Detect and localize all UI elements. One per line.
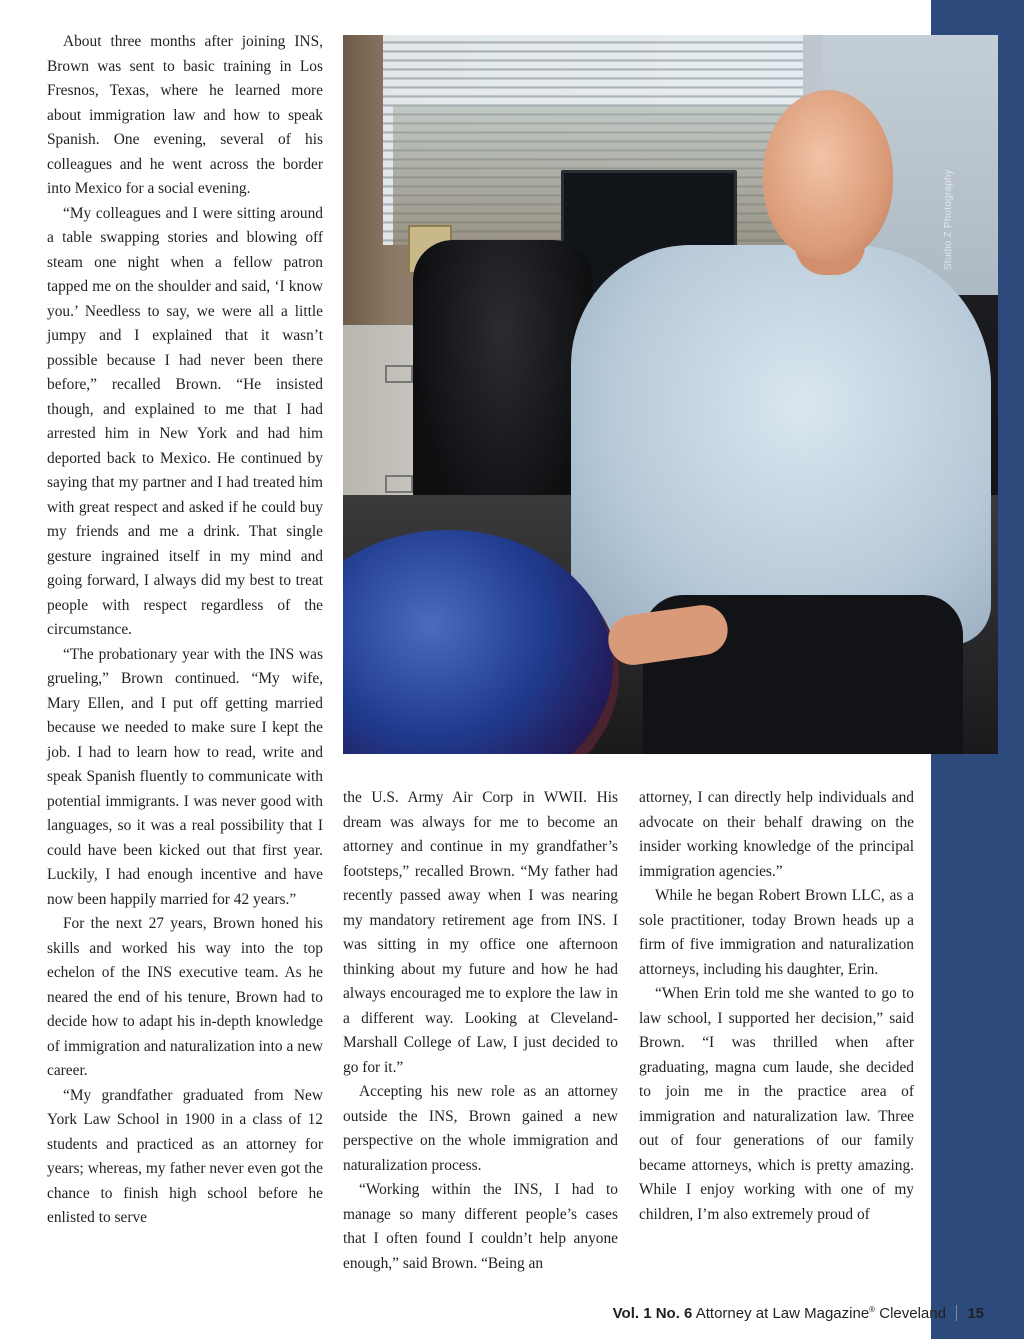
- photo-credit: Studio Z Photography: [943, 169, 954, 270]
- paragraph: For the next 27 years, Brown honed his skills and worked his way into the top echelon of the INS executive team. As he neared the end of his tenure, Brown had to decide how to adapt his in-depth knowledge of immigration and naturalization into a new career.: [47, 915, 323, 1079]
- issue-label: Vol. 1 No. 6: [612, 1305, 693, 1322]
- page-number: 15: [967, 1305, 984, 1322]
- registered-mark: ®: [869, 1305, 876, 1314]
- photo-man-head: [763, 90, 893, 260]
- magazine-name: Attorney at Law Magazine: [695, 1305, 870, 1322]
- paragraph: About three months after joining INS, Brown was sent to basic training in Los Fresnos, Texas, where he learned more about immigration law and how to speak Spanish. One evening, several of his colleagues and he went across the border into Mexico for a social evening.: [47, 33, 323, 197]
- paragraph: “My colleagues and I were sitting around a table swapping stories and blowing off steam one night when a fellow patron tapped me on the shoulder and said, ‘I know you.’ Needless to say, we were all a little jumpy and I explained that it wasn’t possible because I had never been there before,” recalled Brown. “He insisted though, and explained to me that I had arrested him in New York and had him deported back to Mexico. He continued by saying that my partner and I had treated him with great respect and asked if he could buy my friends and me a drink. That single gesture ingrained itself in my mind and going forward, I always did my best to treat people with respect regardless of the circumstance.: [47, 204, 323, 638]
- city-label: Cleveland: [879, 1305, 946, 1322]
- paragraph: “Working within the INS, I had to manage so many different people’s cases that I often found I couldn’t help anyone enough,” said Brown. “Being an: [343, 1181, 618, 1272]
- footer-divider: [956, 1305, 957, 1321]
- paragraph: the U.S. Army Air Corp in WWII. His dream was always for me to become an attorney and continue in my grandfather’s footsteps,” recalled Brown. “My father had recently passed away when I was nearing my mandatory retirement age from INS. I was sitting in my office one afternoon thinking about my future and how he had always encouraged me to explore the law in a different way. Looking at Cleveland-Marshall College of Law, I just decided to go for it.”: [343, 789, 618, 1076]
- paragraph: attorney, I can directly help individuals and advocate on their behalf drawing on the insider working knowledge of the principal immigration agencies.”: [639, 789, 914, 880]
- article-column-2: [343, 786, 618, 1276]
- paragraph: While he began Robert Brown LLC, as a sole practitioner, today Brown heads up a firm of five immigration and naturalization attorneys, including his daughter, Erin.: [639, 887, 914, 978]
- office-portrait-photo: [343, 35, 998, 754]
- article-column-3: [639, 786, 914, 1227]
- paragraph: Accepting his new role as an attorney outside the INS, Brown gained a new perspective on the whole immigration and naturalization process.: [343, 1083, 618, 1174]
- page-footer: [560, 1305, 984, 1325]
- paragraph: “My grandfather graduated from New York Law School in 1900 in a class of 12 students and practiced as an attorney for years; whereas, my father never even got the chance to finish high school before he enlisted to serve: [47, 1086, 323, 1226]
- paragraph: “The probationary year with the INS was grueling,” Brown continued. “My wife, Mary Ellen, and I put off getting married because we needed to make sure I kept the job. I had to learn how to read, write and speak Spanish fluently to communicate with potential immigrants. I was never good with languages, so it was a real possibility that I could have been kicked out that first year. Luckily, I had enough incentive and have now been happily married for 42 years.”: [47, 645, 323, 908]
- paragraph: “When Erin told me she wanted to go to law school, I supported her decision,” said Brown. “I was thrilled when after graduating, magna cum laude, she decided to join me in the practice area of immigration and naturalization law. Three out of four generations of our family became attorneys, which is pretty amazing. While I enjoy working with one of my children, I’m also extremely proud of: [639, 985, 914, 1223]
- photo-man-shirt: [571, 245, 991, 645]
- article-column-1: [47, 30, 323, 1231]
